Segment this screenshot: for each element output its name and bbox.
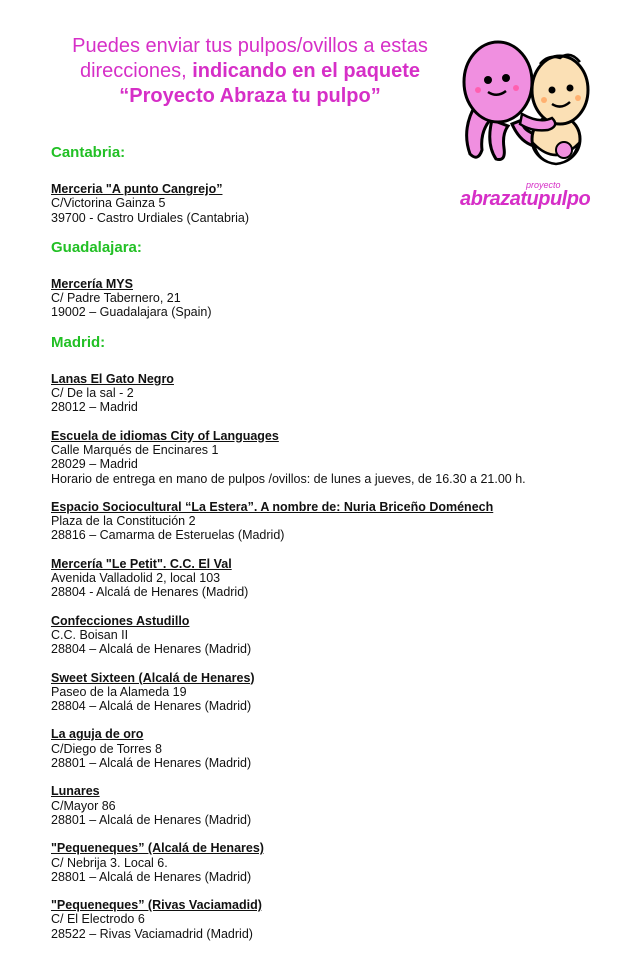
header-line-2a: direcciones, xyxy=(79,60,193,82)
address-line: 28029 – Madrid xyxy=(51,457,138,472)
shop-name: Escuela de idiomas City of Languages xyxy=(51,428,279,443)
region-heading: Guadalajara: xyxy=(51,238,142,256)
address-line: 28801 – Alcalá de Henares (Madrid) xyxy=(51,869,252,884)
address-line: C.C. Boisan II xyxy=(51,627,129,642)
address-entry xyxy=(51,557,631,600)
address-line: C/ Nebrija 3. Local 6. xyxy=(51,855,168,870)
address-line: Horario de entrega en mano de pulpos /ovillos: de lunes a jueves, de 16.30 a 21.00 h. xyxy=(51,471,526,486)
shop-name: "Pequeneques” (Alcalá de Henares) xyxy=(51,841,264,856)
header-line-2 xyxy=(40,59,460,84)
address-entry xyxy=(51,182,631,225)
region-block xyxy=(51,334,631,941)
address-entry xyxy=(51,429,631,486)
address-line: 19002 – Guadalajara (Spain) xyxy=(51,305,212,320)
address-entry xyxy=(51,614,631,657)
shop-name: Mercería "Le Petit". C.C. El Val xyxy=(51,556,232,571)
address-entry xyxy=(51,277,631,320)
address-list xyxy=(51,144,631,955)
address-entry xyxy=(51,500,631,543)
shop-name: Espacio Sociocultural “La Estera”. A nombre de: Nuria Briceño Doménech xyxy=(51,499,494,514)
address-line: 28801 – Alcalá de Henares (Madrid) xyxy=(51,756,252,771)
address-line: Paseo de la Alameda 19 xyxy=(51,684,187,699)
address-entry xyxy=(51,671,631,714)
shop-name: Merceria "A punto Cangrejo” xyxy=(51,182,223,196)
header-title xyxy=(40,34,460,109)
shop-name: Lunares xyxy=(51,784,100,799)
address-line: 28804 – Alcalá de Henares (Madrid) xyxy=(51,642,252,657)
shop-name: Mercería MYS xyxy=(51,276,133,291)
address-entry xyxy=(51,841,631,884)
region-heading: Madrid: xyxy=(51,333,106,351)
address-line: 28804 - Alcalá de Henares (Madrid) xyxy=(51,585,249,600)
header-line-3: “Proyecto Abraza tu pulpo” xyxy=(119,85,381,107)
address-line: C/Diego de Torres 8 xyxy=(51,741,162,756)
address-line: C/ De la sal - 2 xyxy=(51,386,134,401)
address-line: C/Victorina Gainza 5 xyxy=(51,196,166,211)
address-entry xyxy=(51,784,631,827)
address-line: C/ Padre Tabernero, 21 xyxy=(51,291,181,306)
region-heading: Cantabria: xyxy=(51,144,126,161)
logo-small-text: proyecto xyxy=(526,180,561,190)
address-line: 28801 – Alcalá de Henares (Madrid) xyxy=(51,812,252,827)
address-line: C/ El Electrodo 6 xyxy=(51,912,145,927)
address-entry xyxy=(51,372,631,415)
logo-wordmark: abrazatupulpo xyxy=(460,188,591,210)
address-line: Avenida Valladolid 2, local 103 xyxy=(51,571,221,586)
header-line-2b: indicando en el paquete xyxy=(192,60,421,82)
shop-name: Confecciones Astudillo xyxy=(51,613,190,628)
address-entry xyxy=(51,727,631,770)
shop-name: Lanas El Gato Negro xyxy=(51,371,174,386)
address-line: Calle Marqués de Encinares 1 xyxy=(51,442,219,457)
shop-name: "Pequeneques” (Rivas Vaciamadid) xyxy=(51,898,262,913)
address-line: 28804 – Alcalá de Henares (Madrid) xyxy=(51,699,252,714)
address-line: 28816 – Camarma de Esteruelas (Madrid) xyxy=(51,528,285,543)
address-line: 28012 – Madrid xyxy=(51,400,138,415)
shop-name: La aguja de oro xyxy=(51,727,144,742)
address-line: Plaza de la Constitución 2 xyxy=(51,514,196,529)
region-block xyxy=(51,144,631,225)
address-line: 28522 – Rivas Vaciamadrid (Madrid) xyxy=(51,926,253,941)
address-entry xyxy=(51,898,631,941)
shop-name: Sweet Sixteen (Alcalá de Henares) xyxy=(51,670,255,685)
header-line-1: Puedes enviar tus pulpos/ovillos a estas xyxy=(72,35,428,57)
region-block xyxy=(51,239,631,320)
address-line: 39700 - Castro Urdiales (Cantabria) xyxy=(51,210,250,225)
address-line: C/Mayor 86 xyxy=(51,798,116,813)
